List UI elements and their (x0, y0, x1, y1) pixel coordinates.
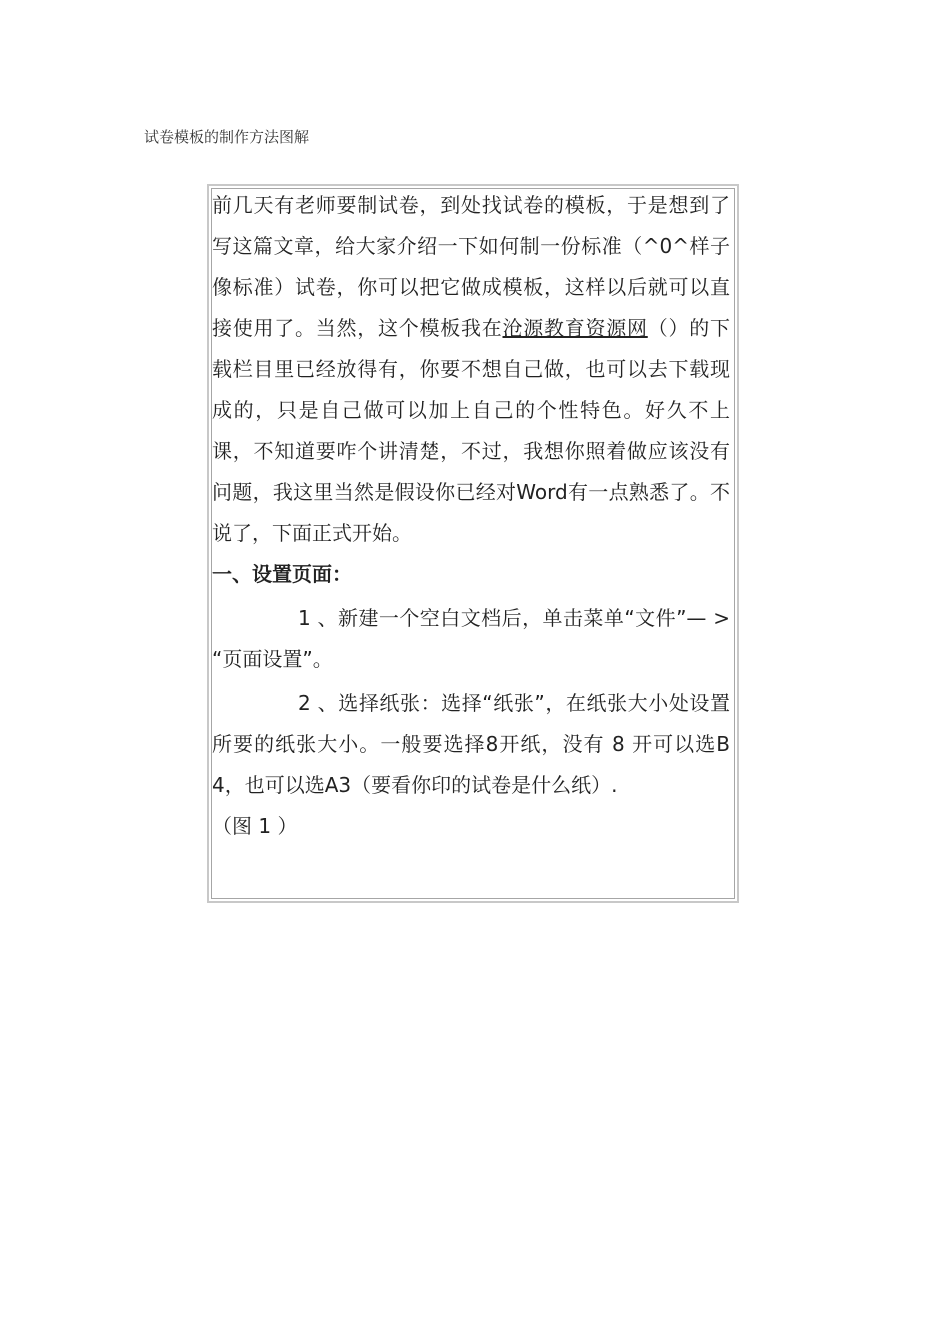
figure-caption: （图 1 ） (212, 814, 298, 838)
article-content (212, 185, 730, 847)
document-title: 试卷模板的制作方法图解 (144, 128, 310, 146)
step-2-text: 2 、选择纸张：选择“纸张”，在纸张大小处设置所要的纸张大小。一般要选择8开纸，没有 8 开可以选B4，也可以选A3（要看你印的试卷是什么纸）. (212, 691, 730, 797)
step-1-text: 1 、新建一个空白文档后，单击菜单“文件”— > “页面设置”。 (212, 606, 730, 671)
section-heading-page-setup: 一、设置页面： (212, 562, 352, 586)
intro-text-before-link: 前几天有老师要制试卷，到处找试卷的模板，于是想到了写这篇文章，给大家介绍一下如何制一份标准（^0^样子像标准）试卷，你可以把它做成模板，这样以后就可以直接使用了。当然，这个模板我在 (212, 193, 730, 340)
intro-paragraph (212, 185, 730, 554)
resource-site-link[interactable]: 沧源教育资源网 (502, 316, 648, 340)
intro-text-after-link: （）的下载栏目里已经放得有，你要不想自己做，也可以去下载现成的，只是自己做可以加上自己的个性特色。好久不上课，不知道要咋个讲清楚，不过，我想你照着做应该没有问题，我这里当然是假设你已经对Word有一点熟悉了。不说了，下面正式开始。 (212, 316, 730, 545)
